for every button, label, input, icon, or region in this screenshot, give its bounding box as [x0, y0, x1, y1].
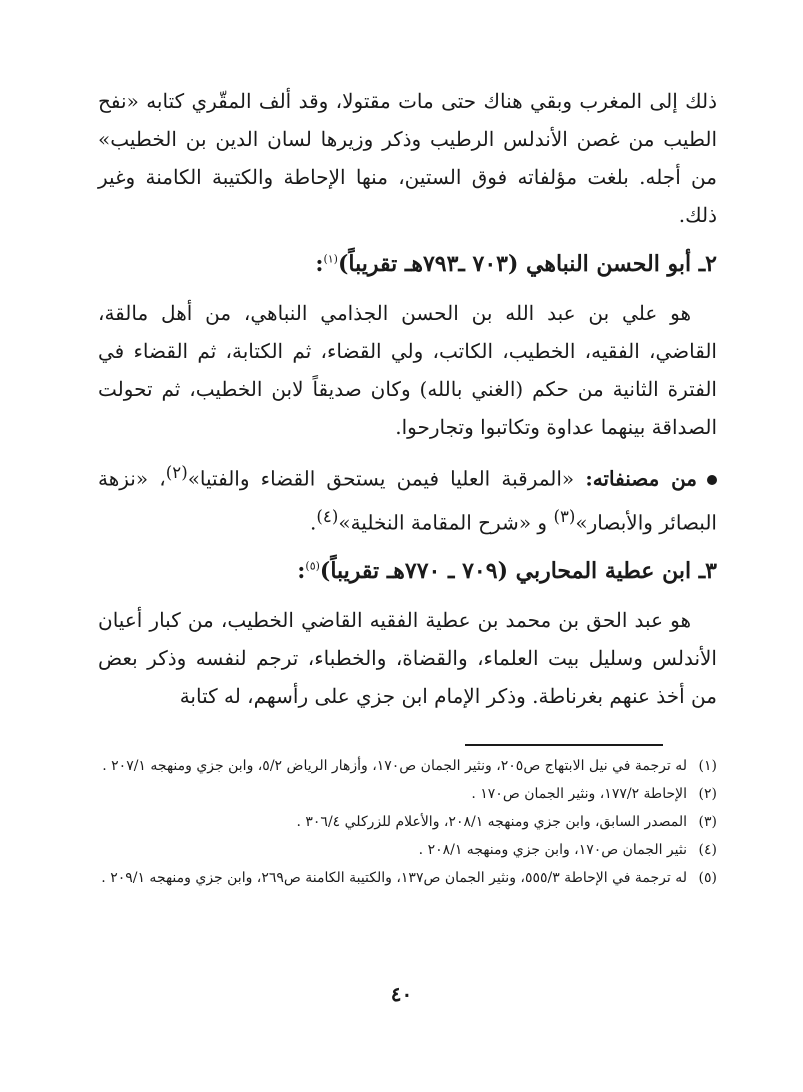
works-list: [98, 454, 717, 541]
section-3-paragraph: هو عبد الحق بن محمد بن عطية الفقيه القاضي الخطيب، من كبار أعيان الأندلس وسليل بيت العلماء، والقضاة، والخطباء، ترجم لنفسه وذكر بعض من أخذ عنهم بغرناطة. وذكر الإمام ابن جزي على رأسهم، له كتابة: [98, 608, 717, 709]
footnote-ref-5: (٥): [305, 559, 320, 573]
section-3-colon: :: [297, 558, 306, 585]
intro-paragraph: ذلك إلى المغرب وبقي هناك حتى مات مقتولا، وقد ألف المقّري كتابه «نفح الطيب من غصن الأندلس الرطيب وذكر وزيرها لسان الدين بن الخطيب» من أجله. بلغت مؤلفاته فوق الستين، منها الإحاطة والكتيبة الكامنة وغير ذلك.: [98, 89, 717, 227]
footnote-ref-3: (٣): [553, 506, 576, 526]
footnote-divider: [465, 744, 663, 746]
work-1: «المرقبة العليا فيمن يستحق القضاء والفتيا»: [187, 466, 575, 491]
footnote-ref-1: (١): [323, 252, 338, 266]
footnote-text: الإحاطة ١٧٧/٢، ونثير الجمان ص١٧٠ .: [471, 786, 687, 802]
works-end: .: [310, 510, 317, 535]
work-2: «نزهة البصائر والأبصار»: [98, 466, 717, 535]
section-2-heading: [98, 244, 717, 284]
footnote: [98, 864, 717, 892]
works-separator-2: و: [531, 510, 554, 535]
section-2-colon: :: [315, 251, 324, 277]
footnote-text: نثير الجمان ص١٧٠، وابن جزي ومنهجه ٢٠٨/١ .: [418, 842, 687, 858]
section-3-heading: [98, 551, 717, 591]
footnote-text: له ترجمة في نيل الابتهاج ص٢٠٥، ونثير الجمان ص١٧٠، وأزهار الرياض ٥/٢، وابن جزي ومنهجه ٢٠٧/١ .: [102, 758, 687, 774]
footnote-ref-4: (٤): [316, 506, 339, 526]
footnote-number: (٤): [698, 842, 717, 858]
footnote: [98, 836, 717, 864]
footnote-text: له ترجمة في الإحاطة ٥٥٥/٣، ونثير الجمان ص١٣٧، والكتيبة الكامنة ص٢٦٩، وابن جزي ومنهجه ٢٠٩/١ .: [101, 870, 687, 886]
footnote-number: (٥): [698, 870, 717, 886]
footnote: [98, 752, 717, 780]
section-3-title: ٣ـ ابن عطية المحاربي (٧٠٩ ـ ٧٧٠هـ تقريباً): [319, 558, 717, 585]
section-2-paragraph: هو علي بن عبد الله بن الحسن الجذامي النباهي، من أهل مالقة، القاضي، الفقيه، الخطيب، الكاتب، ولي القضاء، ثم الكتابة، ثم القضاء في الفترة الثانية من حكم (الغني بالله) وكان صديقاً لابن الخطيب، ثم تحولت الصداقة بينهما عداوة وتكاتبوا وتجارحوا.: [98, 301, 717, 439]
footnote-number: (٢): [698, 786, 717, 802]
bullet-icon: [707, 475, 717, 485]
section-2-title: ٢ـ أبو الحسن النباهي (٧٠٣ ـ٧٩٣هـ تقريباً): [337, 251, 717, 277]
footnote-ref-2: (٢): [165, 463, 188, 482]
footnote: [98, 808, 717, 836]
work-3: «شرح المقامة النخلية»: [338, 510, 532, 535]
footnote-text: المصدر السابق، وابن جزي ومنهجه ٢٠٨/١، والأعلام للزركلي ٣٠٦/٤ .: [296, 814, 687, 830]
page-number: ٤٠: [390, 982, 413, 1006]
footnotes: [98, 752, 717, 892]
works-separator-1: ،: [148, 466, 166, 491]
footnote: [98, 780, 717, 808]
footnote-number: (٣): [698, 814, 717, 830]
footnote-number: (١): [698, 758, 717, 774]
works-label: من مصنفاته:: [585, 466, 698, 491]
